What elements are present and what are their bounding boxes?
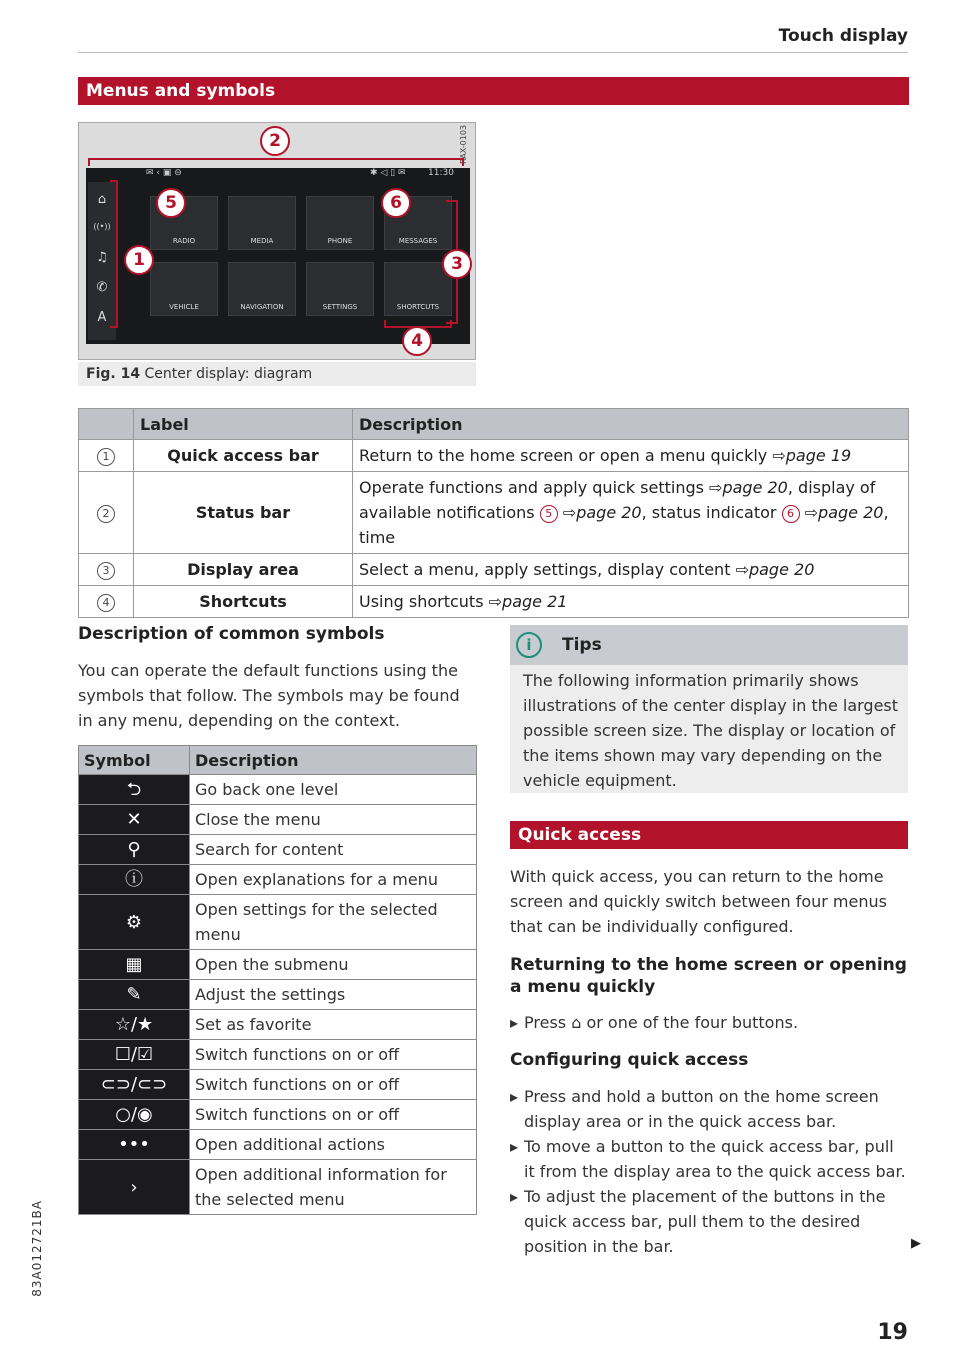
callout-ref-6: 6 <box>782 505 800 523</box>
tile-label: PHONE <box>327 237 353 245</box>
section-banner-quick-access: Quick access <box>510 821 908 849</box>
continue-arrow-icon: ▶ <box>911 1236 921 1251</box>
music-icon: ♫ <box>96 250 108 265</box>
close-icon: ✕ <box>79 805 190 835</box>
caption-number: Fig. 14 <box>86 366 141 382</box>
figure-caption <box>78 362 476 386</box>
symbol-description: Switch functions on or off <box>190 1100 477 1130</box>
more-actions-icon: ••• <box>79 1130 190 1160</box>
table-row <box>79 805 477 835</box>
tips-text: The following information primarily shows illustrations of the center display in the largest possible screen size. The display or location of the items shown may vary depending on the vehicle equipment. <box>523 671 899 790</box>
page-reference[interactable]: page 20 <box>722 478 788 497</box>
callout-3: 3 <box>442 249 472 279</box>
callout-6: 6 <box>381 188 411 218</box>
edit-pen-icon: ✎ <box>79 980 190 1010</box>
page-reference[interactable]: page 20 <box>576 503 642 522</box>
arrow-icon: ⇨ <box>772 446 786 465</box>
bracket-status-bar <box>88 158 464 166</box>
arrow-icon: ⇨ <box>488 592 503 611</box>
row-number: 4 <box>97 594 115 612</box>
row-label: Quick access bar <box>134 440 353 472</box>
status-bar <box>120 168 460 182</box>
table-row <box>79 554 909 586</box>
toggle-switch-icon: ⊂⊃/⊂⊃ <box>79 1070 190 1100</box>
symbol-description: Switch functions on or off <box>190 1040 477 1070</box>
row-label: Shortcuts <box>134 586 353 618</box>
label-description-table <box>78 408 909 618</box>
callout-ref-5: 5 <box>540 505 558 523</box>
row-number: 1 <box>97 448 115 466</box>
list-item: ▸ Press ⌂ or one of the four buttons. <box>524 1010 908 1035</box>
tile-label: SHORTCUTS <box>396 303 440 311</box>
table-header-num <box>79 409 134 440</box>
tips-title: Tips <box>562 635 602 655</box>
table-row <box>79 950 477 980</box>
status-icons: ✱ ◁ ▯ ✉ <box>370 168 406 178</box>
tile-label: NAVIGATION <box>240 303 284 311</box>
page-reference[interactable]: page 21 <box>502 592 568 611</box>
table-header-symbol: Symbol <box>79 746 190 775</box>
arrow-icon: ⇨ <box>562 503 577 522</box>
caption-text: Center display: diagram <box>144 366 313 382</box>
list-item: ▸ To move a button to the quick access bar, pull it from the display area to the quick access bar. <box>524 1134 908 1184</box>
callout-4: 4 <box>402 326 432 356</box>
home-icon: ⌂ <box>571 1013 582 1032</box>
page-number: 19 <box>877 1320 908 1345</box>
table-row <box>79 1100 477 1130</box>
gear-icon: ⚙ <box>79 895 190 950</box>
symbol-description: Open the submenu <box>190 950 477 980</box>
symbol-description: Open additional actions <box>190 1130 477 1160</box>
tile-label: RADIO <box>172 237 196 245</box>
callout-5: 5 <box>156 188 186 218</box>
table-header-description: Description <box>190 746 477 775</box>
arrow-icon: ⇨ <box>804 503 819 522</box>
info-icon: ⓘ <box>79 865 190 895</box>
table-row <box>79 865 477 895</box>
tile-label: SETTINGS <box>322 303 358 311</box>
symbols-table <box>78 745 477 1215</box>
arrow-icon: ⇨ <box>735 560 749 579</box>
tile-label: MEDIA <box>250 237 274 245</box>
radio-icon: ((•)) <box>93 222 111 231</box>
row-description: Operate functions and apply quick settings ⇨page 20, display of available notifications 5 ⇨page 20, status indicator 6 ⇨page 20, time <box>353 472 909 554</box>
quick-access-intro: With quick access, you can return to the home screen and quickly switch between four menus that can be individually configured. <box>510 867 887 936</box>
symbols-intro: You can operate the default functions using the symbols that follow. The symbols may be found in any menu, depending on the context. <box>78 661 460 730</box>
page-reference[interactable]: page 20 <box>748 560 815 579</box>
tile-media <box>228 196 296 250</box>
row-label: Status bar <box>134 472 353 554</box>
table-row <box>79 586 909 618</box>
table-row <box>79 1160 477 1215</box>
row-number: 3 <box>97 562 115 580</box>
chevron-right-icon: › <box>79 1160 190 1215</box>
tile-phone <box>306 196 374 250</box>
symbol-description: Adjust the settings <box>190 980 477 1010</box>
row-label: Display area <box>134 554 353 586</box>
header-rule <box>78 52 908 53</box>
tile-settings <box>306 262 374 316</box>
tile-label: MESSAGES <box>398 237 438 245</box>
status-time: 11:30 <box>428 168 454 178</box>
symbol-description: Close the menu <box>190 805 477 835</box>
tile-vehicle <box>150 262 218 316</box>
table-row <box>79 472 909 554</box>
table-row <box>79 775 477 805</box>
table-header-description: Description <box>353 409 909 440</box>
symbol-description: Switch functions on or off <box>190 1070 477 1100</box>
table-header-label: Label <box>134 409 353 440</box>
page-reference[interactable]: page 20 <box>818 503 884 522</box>
symbol-description: Open explanations for a menu <box>190 865 477 895</box>
row-description: Return to the home screen or open a menu quickly ⇨page 19 <box>353 440 909 472</box>
navigation-icon: A <box>97 310 107 325</box>
radio-button-icon: ○/◉ <box>79 1100 190 1130</box>
tile-navigation <box>228 262 296 316</box>
symbol-description: Open additional information for the selected menu <box>190 1160 477 1215</box>
tile-shortcuts <box>384 262 452 316</box>
row-number: 2 <box>97 505 115 523</box>
row-description: Using shortcuts ⇨page 21 <box>353 586 909 618</box>
table-row <box>79 980 477 1010</box>
running-header: Touch display <box>778 26 908 46</box>
table-row <box>79 1010 477 1040</box>
symbol-description: Open settings for the selected menu <box>190 895 477 950</box>
list-item: ▸ To adjust the placement of the buttons in the quick access bar, pull them to the desired position in the bar. <box>524 1184 900 1259</box>
submenu-grid-icon: ▦ <box>79 950 190 980</box>
table-row <box>79 1130 477 1160</box>
table-row <box>79 835 477 865</box>
section-banner-menus: Menus and symbols <box>78 77 909 105</box>
symbol-description: Search for content <box>190 835 477 865</box>
table-row <box>79 895 477 950</box>
tips-header <box>510 625 908 665</box>
tile-label: VEHICLE <box>169 303 199 311</box>
symbols-heading: Description of common symbols <box>78 624 385 644</box>
back-icon: ⮌ <box>79 775 190 805</box>
symbol-description: Go back one level <box>190 775 477 805</box>
callout-1: 1 <box>124 245 154 275</box>
mail-icon: ✉ ‹ ▣ ⊖ <box>146 168 182 178</box>
document-code: 83A012721BA <box>30 1200 44 1297</box>
subheading-returning: Returning to the home screen or opening a menu quickly <box>510 955 907 997</box>
subheading-configuring: Configuring quick access <box>510 1050 749 1070</box>
table-row <box>79 1040 477 1070</box>
callout-2: 2 <box>260 126 290 156</box>
symbol-description: Set as favorite <box>190 1010 477 1040</box>
checkbox-icon: ☐/☑ <box>79 1040 190 1070</box>
search-icon: ⚲ <box>79 835 190 865</box>
table-row <box>79 1070 477 1100</box>
row-description: Select a menu, apply settings, display content ⇨page 20 <box>353 554 909 586</box>
favorite-star-icon: ☆/★ <box>79 1010 190 1040</box>
page-reference[interactable]: page 19 <box>785 446 852 465</box>
arrow-icon: ⇨ <box>709 478 723 497</box>
list-item: ▸ Press and hold a button on the home screen display area or in the quick access bar. <box>524 1084 908 1134</box>
bracket-quick-bar <box>110 180 118 328</box>
figure-code: RAX-0103 <box>459 124 468 164</box>
info-icon: i <box>516 632 542 658</box>
table-row <box>79 440 909 472</box>
phone-icon: ✆ <box>96 280 108 295</box>
home-icon: ⌂ <box>97 192 107 207</box>
